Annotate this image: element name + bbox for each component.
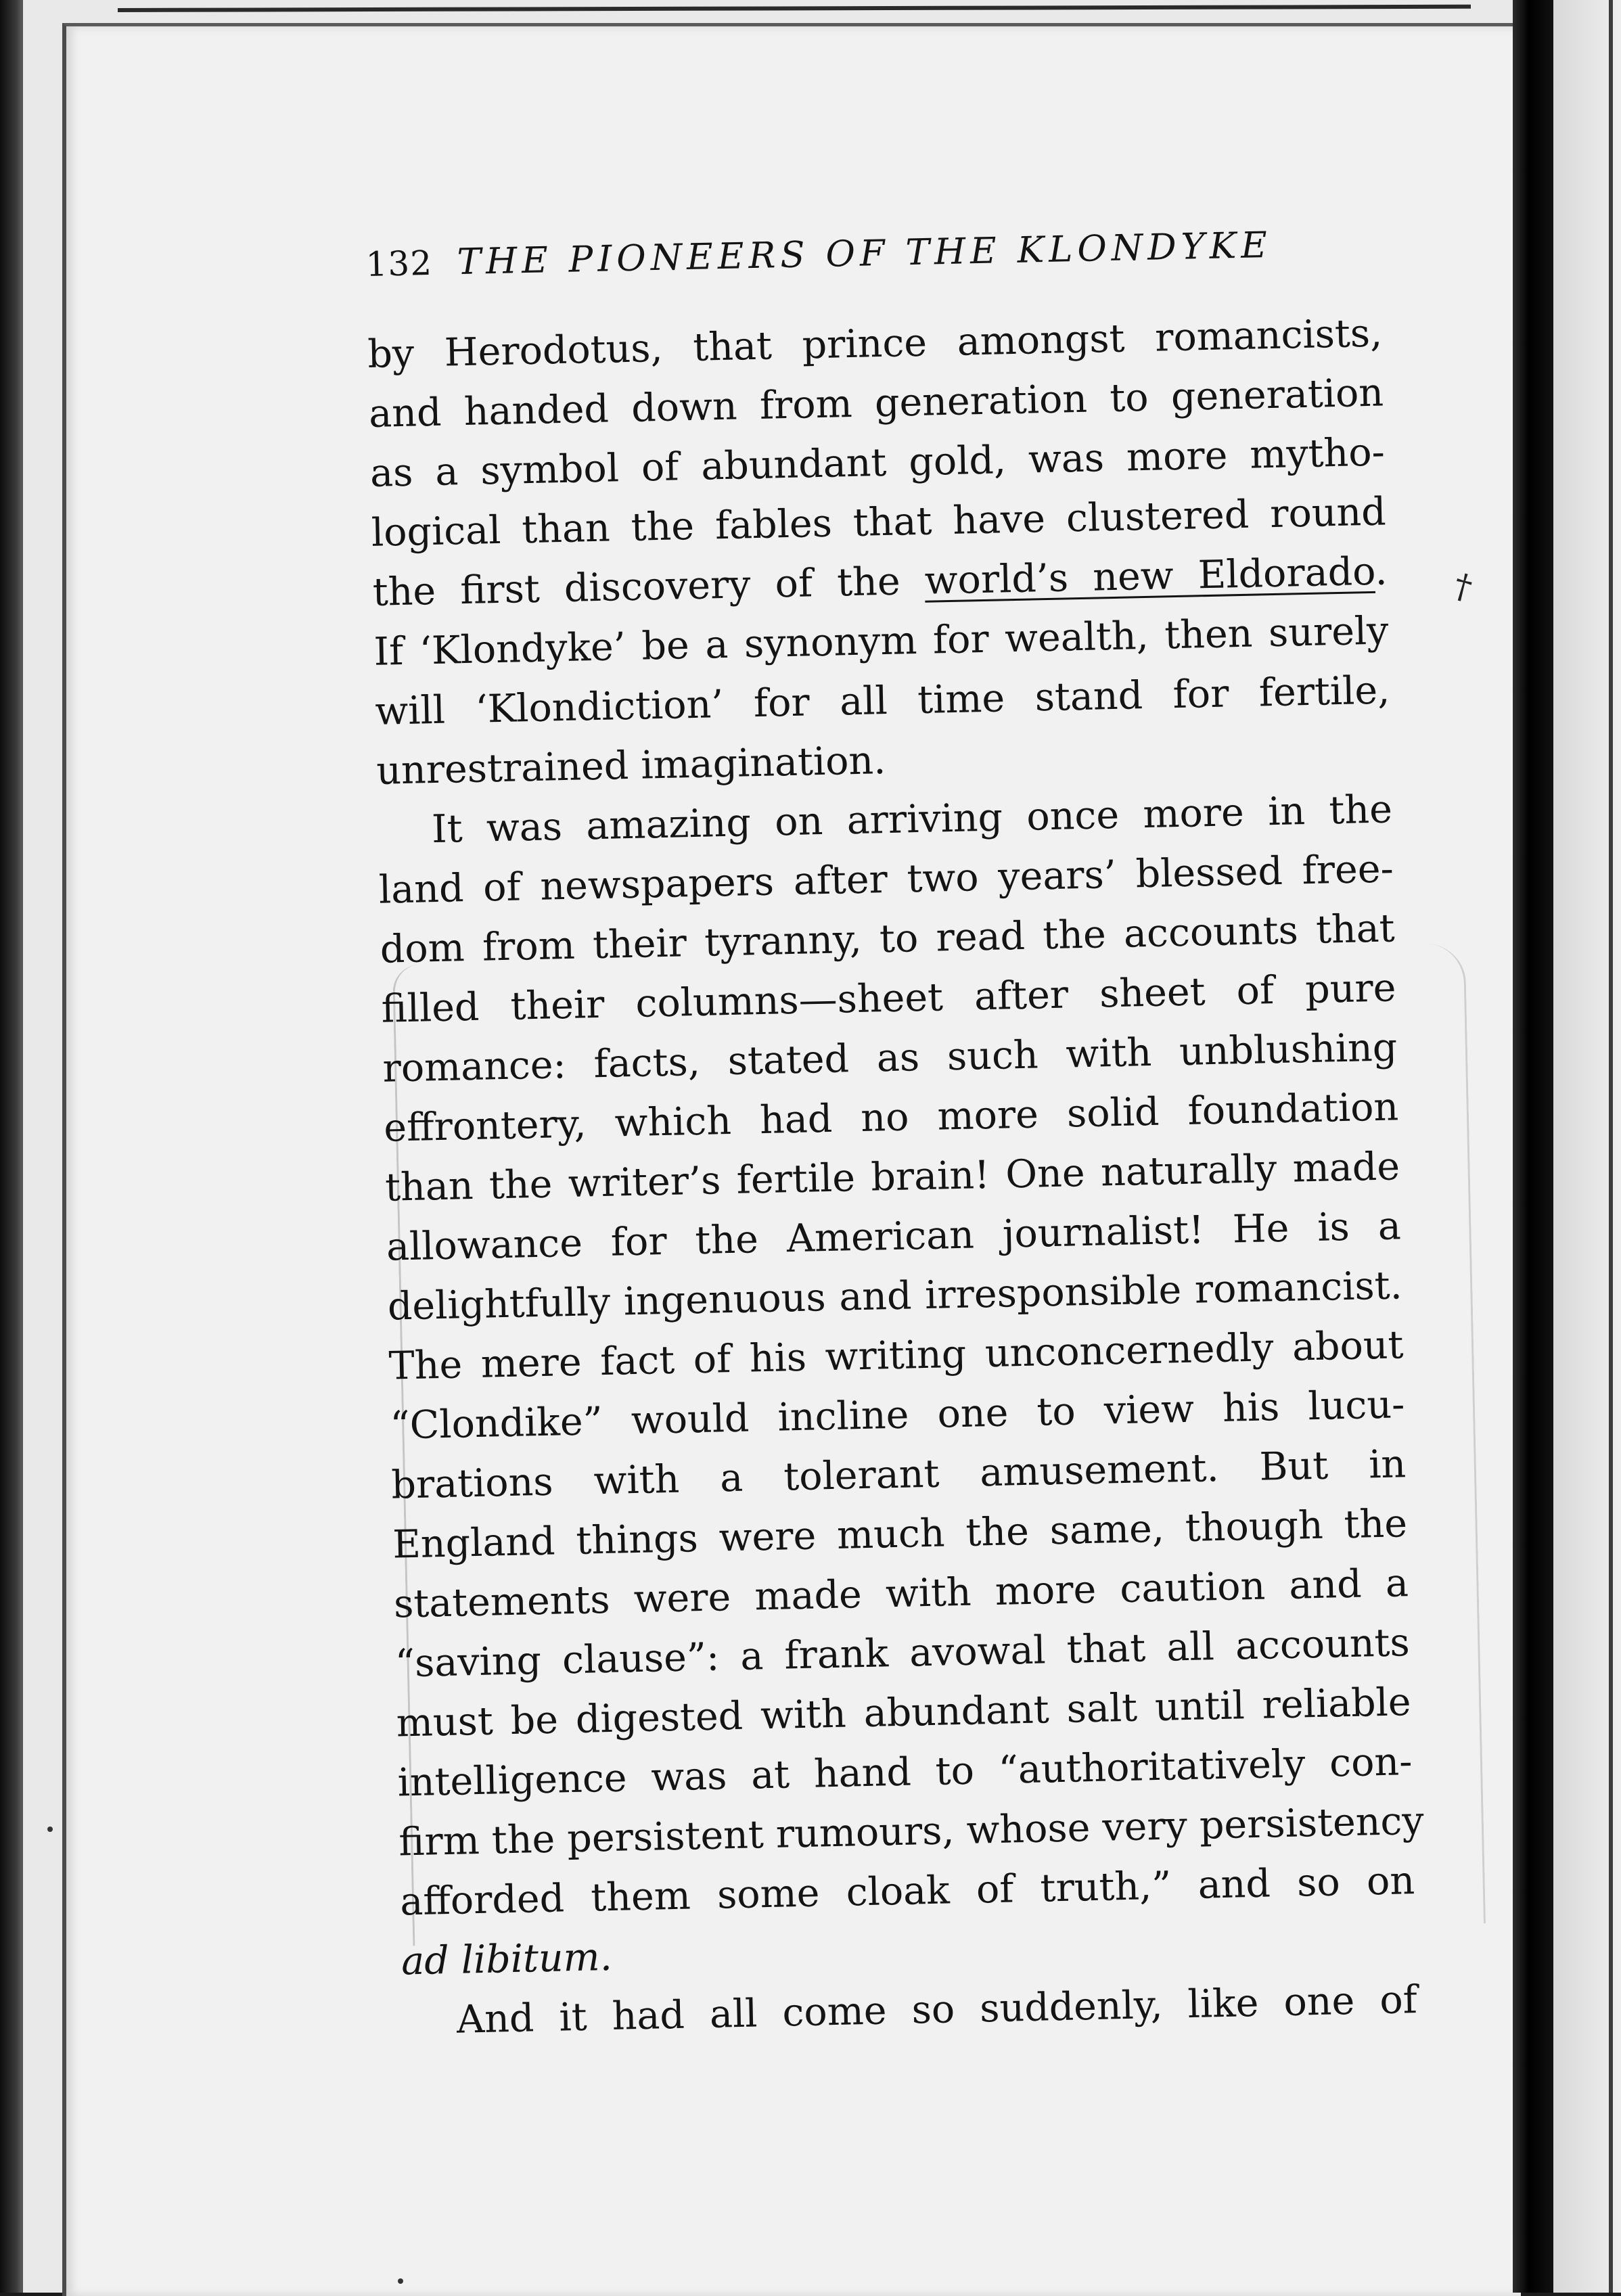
text-line: than the writer’s fertile brain! One naturally made xyxy=(384,1144,1400,1210)
text-line: will ‘Klondiction’ for all time stand for fertile, xyxy=(374,668,1390,734)
page-number: 132 xyxy=(365,243,433,284)
binding-gutter xyxy=(1513,0,1553,2293)
text-line: must be digested with abundant salt until reliable xyxy=(396,1680,1412,1746)
text-line: and handed down from generation to generation xyxy=(368,370,1384,436)
text-line: romance: facts, stated as such with unblushing xyxy=(382,1025,1398,1091)
text-line: “saving clause”: a frank avowal that all accounts xyxy=(394,1620,1411,1686)
text-line: land of newspapers after two years’ blessed free- xyxy=(378,846,1394,913)
text-line: “Clondike” would incline one to view his lucu- xyxy=(389,1382,1405,1448)
running-title: THE PIONEERS OF THE KLONDYKE xyxy=(456,224,1273,283)
paragraph-start-line: And it had all come so suddenly, like one of xyxy=(456,1977,1418,2042)
text-line: dom from their tyranny, to read the accounts that xyxy=(380,906,1396,972)
dust-speck xyxy=(47,1827,53,1832)
paragraph-start-line: It was amazing on arriving once more in the xyxy=(431,787,1393,852)
text-line: If ‘Klondyke’ be a synonym for wealth, then surely xyxy=(373,608,1390,674)
facing-leaf-edge xyxy=(1609,0,1613,2293)
margin-pencil-mark: † xyxy=(1449,565,1477,608)
text-line: The mere fact of his writing unconcernedly about xyxy=(388,1323,1405,1389)
text-line: allowance for the American journalist! He is a xyxy=(386,1203,1402,1270)
dust-speck xyxy=(398,2278,403,2284)
text-line: by Herodotus, that prince amongst romancists, xyxy=(367,311,1383,377)
page-text-block xyxy=(365,221,1465,2050)
text-line: filled their columns—sheet after sheet of pure xyxy=(381,965,1397,1032)
text-line: delightfully ingenuous and irresponsible romancist. xyxy=(387,1263,1403,1329)
text-line: statements were made with more caution and a xyxy=(393,1561,1409,1627)
underlined-phrase: world’s new Eldorado xyxy=(924,549,1376,603)
text-line-italic: ad libitum. xyxy=(401,1934,613,1984)
text-line: brations with a tolerant amusement. But in xyxy=(390,1442,1407,1508)
text-line: firm the persistent rumours, whose very persistency xyxy=(398,1798,1425,1865)
text-fragment: the first discovery of the xyxy=(372,558,926,615)
text-line: unrestrained imagination. xyxy=(375,738,886,794)
text-line: afforded them some cloak of truth,” and so on xyxy=(399,1858,1415,1925)
text-line: England things were much the same, though the xyxy=(392,1501,1408,1567)
back-leaf-edge-line xyxy=(118,5,1471,12)
text-line: as a symbol of abundant gold, was more mytho- xyxy=(369,430,1386,496)
text-fragment: . xyxy=(1374,549,1388,594)
text-line: effrontery, which had no more solid foundation xyxy=(383,1084,1399,1151)
text-line: intelligence was at hand to “authoritatively con- xyxy=(396,1739,1413,1806)
text-line: logical than the fables that have clustered round xyxy=(371,489,1387,555)
